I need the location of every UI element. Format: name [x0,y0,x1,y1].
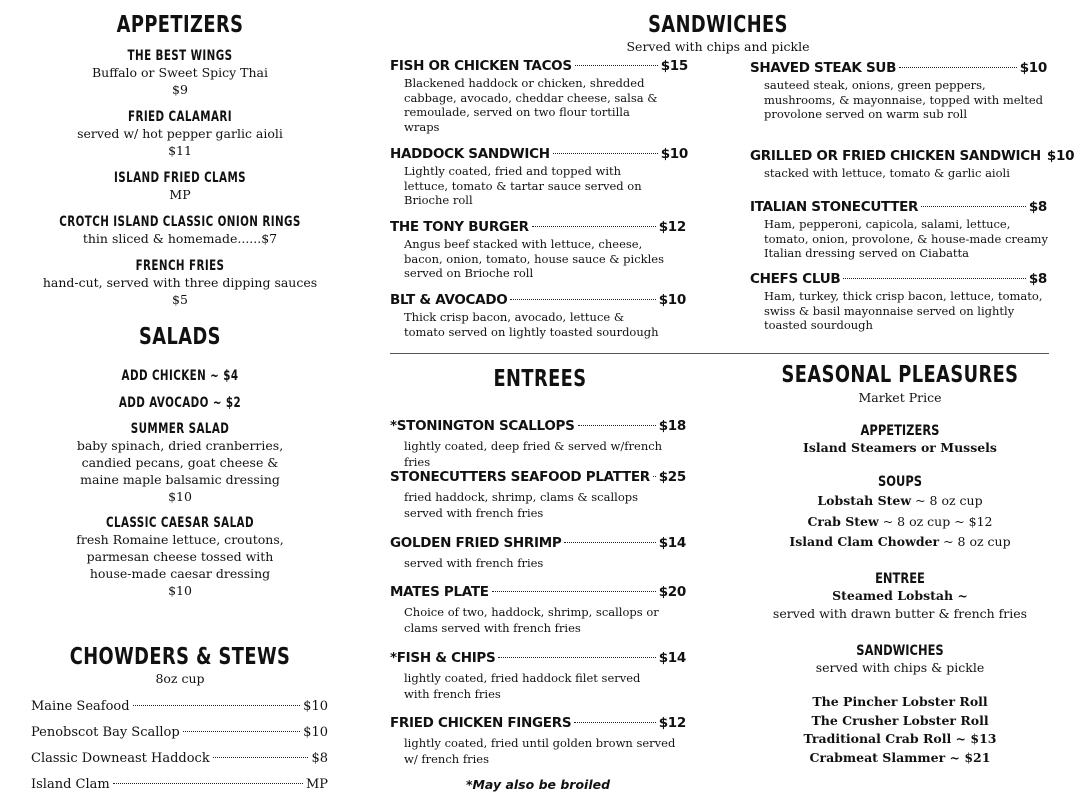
entree-name: *FISH & CHIPS [390,650,496,666]
entree-item [390,418,686,470]
seasonal-entree-head: ENTREE [875,570,925,587]
sandwich-price: $12 [658,219,686,235]
leader-dots [575,65,658,66]
entree-desc: lightly coated, deep fried & served w/french fries [404,439,663,469]
lobster-roll-item: The Pincher Lobster Roll [812,694,988,709]
leader-dots [113,783,303,784]
leader-dots [553,153,658,154]
salad-item [20,421,340,505]
chowder-row [31,720,328,746]
chowder-name: Island Clam [31,777,110,792]
entree-price: $25 [658,469,686,485]
entree-desc: served with french fries [404,556,544,570]
sandwich-desc: Thick crisp bacon, avocado, lettuce & tomato served on lightly toasted sourdough [404,310,659,339]
salad-addon [20,368,340,384]
sandwich-desc: Blackened haddock or chicken, shredded cabbage, avocado, cheddar cheese, salsa & remoulade, served on two flour tortilla wraps [404,76,658,134]
chowder-price: MP [305,777,328,792]
appetizer-item [20,48,340,98]
soup-name: Crab Stew [807,513,879,529]
entree-name: STONECUTTERS SEAFOOD PLATTER [390,469,650,485]
seasonal-soups-head: SOUPS [877,474,923,490]
entree-desc: fried haddock, shrimp, clams & scallops served with french fries [404,490,639,520]
salad-price: $10 [168,583,192,598]
entree-name: GOLDEN FRIED SHRIMP [390,535,562,551]
salad-desc: baby spinach, dried cranberries, candied pecans, goat cheese & maine maple balsamic dressing [76,438,284,487]
sandwich-name: BLT & AVOCADO [390,292,508,308]
sandwich-desc: sauteed steak, onions, green peppers, mushrooms, & mayonnaise, topped with melted provolone served on warm sub roll [764,78,1043,122]
entree-item [390,584,686,636]
sandwich-price: $8 [1028,199,1047,215]
salad-desc: fresh Romaine lettuce, croutons, parmesan cheese tossed with house-made caesar dressing [76,532,284,581]
lobster-roll-item: Crabmeat Slammer ~ $21 [809,749,991,765]
entree-price: $14 [658,650,686,666]
entree-price: $18 [658,418,686,434]
sandwiches-subtitle: Served with chips and pickle [626,39,810,54]
entree-desc: lightly coated, fried until golden brown served w/ french fries [404,736,676,766]
entree-desc: lightly coated, fried haddock filet served with french fries [404,671,641,701]
sandwich-price: $10 [660,146,688,162]
chowders-subtitle: 8oz cup [155,671,205,686]
section-divider [390,353,1049,354]
appetizer-item [20,109,340,159]
sandwich-item [390,292,686,339]
seasonal-subtitle: Market Price [858,390,942,405]
chowder-name: Maine Seafood [31,699,130,714]
leader-dots [183,731,300,732]
appetizer-price: $11 [168,143,192,158]
chowder-row [31,694,328,720]
appetizer-desc: hand-cut, served with three dipping sauces [42,275,318,290]
sandwich-item [390,58,688,134]
chowders-list [31,694,328,798]
leader-dots [564,542,655,543]
leader-dots [498,657,655,658]
leader-dots [843,278,1025,279]
seasonal-entree-desc: served with drawn butter & french fries [772,606,1028,621]
leader-dots [653,476,656,477]
salad-price: $10 [168,489,192,504]
chowder-price: $10 [303,725,328,740]
seasonal-entree-item: Steamed Lobstah ~ [832,587,968,603]
soup-row [755,531,1045,552]
appetizer-desc: Buffalo or Sweet Spicy Thai [91,65,269,80]
sandwich-item [750,148,1075,181]
sandwich-name: SHAVED STEAK SUB [750,60,897,76]
appetizer-item [20,214,340,247]
lobster-roll-item: Traditional Crab Roll ~ $13 [803,731,997,746]
seasonal-appetizers-head: APPETIZERS [860,422,940,439]
salad-addon [20,395,340,411]
entree-item [390,535,686,571]
chowder-price: $8 [311,751,328,766]
sandwich-name: GRILLED OR FRIED CHICKEN SANDWICH [750,148,1041,164]
sandwich-desc: Angus beef stacked with lettuce, cheese, bacon, onion, tomato, house sauce & pickles served on Brioche roll [404,237,665,281]
entrees-note: *May also be broiled [465,777,611,792]
chowder-row [31,772,328,798]
entree-item [390,715,686,767]
sandwich-desc: Ham, pepperoni, capicola, salami, lettuce, tomato, onion, provolone, & house-made creamy Italian dressing served on Ciabatta [764,217,1048,261]
seasonal-title: SEASONAL PLEASURES [781,362,1019,388]
leader-dots [578,425,656,426]
sandwich-item [390,219,686,281]
add-chicken: ADD CHICKEN ~ $4 [121,368,239,384]
entree-name: MATES PLATE [390,584,489,600]
chowders-title: CHOWDERS & STEWS [69,644,291,670]
chowder-row [31,746,328,772]
appetizer-name: ISLAND FRIED CLAMS [113,170,246,186]
sandwich-desc: Ham, turkey, thick crisp bacon, lettuce, tomato, swiss & basil mayonnaise served on lightly toasted sourdough [764,289,1043,333]
sandwiches-header [568,12,868,55]
appetizer-name: THE BEST WINGS [127,48,233,64]
seasonal-section [755,362,1045,767]
sandwich-name: ITALIAN STONECUTTER [750,199,919,215]
add-avocado: ADD AVOCADO ~ $2 [118,395,242,411]
leader-dots [213,757,309,758]
sandwich-desc: Lightly coated, fried and topped with lettuce, tomato & tartar sauce served on Brioche roll [404,164,642,208]
appetizer-item [20,170,340,203]
salads-title: SALADS [139,324,221,350]
sandwich-name: FISH OR CHICKEN TACOS [390,58,572,74]
entrees-header [440,366,640,392]
chowder-name: Penobscot Bay Scallop [31,725,180,740]
soup-detail: ~ 8 oz cup ~ $12 [878,513,993,529]
leader-dots [532,226,656,227]
entree-name: *STONINGTON SCALLOPS [390,418,575,434]
soup-name: Lobstah Stew [817,493,912,508]
sandwich-name: THE TONY BURGER [390,219,529,235]
appetizers-title: APPETIZERS [116,12,244,38]
seasonal-sandwiches-head: SANDWICHES [856,642,944,659]
sandwich-price: $10 [1046,148,1075,164]
appetizer-price: $9 [172,82,188,97]
appetizer-desc: MP [169,187,191,202]
chowder-name: Classic Downeast Haddock [31,751,210,766]
appetizer-name: CROTCH ISLAND CLASSIC ONION RINGS [59,214,301,230]
entree-item [390,650,686,702]
sandwiches-title: SANDWICHES [648,12,788,38]
soup-row [755,511,1045,532]
chowders-section [20,644,340,687]
leader-dots [921,206,1026,207]
sandwich-desc: stacked with lettuce, tomato & garlic aioli [764,166,1010,180]
entree-desc: Choice of two, haddock, shrimp, scallops or clams served with french fries [404,605,659,635]
entrees-title: ENTREES [493,366,587,392]
appetizer-item [20,258,340,308]
leader-dots [510,299,655,300]
appetizer-name: FRENCH FRIES [135,258,225,274]
sandwich-item [390,146,688,208]
entree-item [390,469,686,521]
appetizer-name: FRIED CALAMARI [127,109,233,125]
appetizer-desc: served w/ hot pepper garlic aioli [77,126,283,141]
salad-item [20,515,340,599]
left-column [20,12,340,599]
entree-price: $12 [658,715,686,731]
sandwich-price: $10 [1019,60,1047,76]
salad-name: CLASSIC CAESAR SALAD [106,515,254,531]
leader-dots [492,591,656,592]
appetizer-price: $5 [172,292,188,307]
salad-name: SUMMER SALAD [130,421,230,437]
appetizer-desc: thin sliced & homemade......$7 [82,231,278,246]
seasonal-appetizer-item: Island Steamers or Mussels [803,439,997,455]
soup-name: Island Clam Chowder [789,534,940,549]
sandwich-item [750,60,1047,122]
entree-price: $20 [658,584,686,600]
sandwich-price: $8 [1028,271,1047,287]
soup-detail: ~ 8 oz cup [911,493,983,508]
sandwich-item [750,271,1047,333]
soup-detail: ~ 8 oz cup [939,534,1011,549]
sandwich-name: HADDOCK SANDWICH [390,146,550,162]
sandwich-name: CHEFS CLUB [750,271,841,287]
sandwich-item [750,199,1047,261]
leader-dots [899,67,1017,68]
soup-row [755,490,1045,511]
lobster-roll-item: The Crusher Lobster Roll [811,712,989,728]
leader-dots [133,705,301,706]
sandwich-price: $10 [658,292,686,308]
entree-name: FRIED CHICKEN FINGERS [390,715,572,731]
leader-dots [574,722,655,723]
chowder-price: $10 [303,699,328,714]
seasonal-sandwiches-desc: served with chips & pickle [815,659,985,675]
entree-price: $14 [658,535,686,551]
sandwich-price: $15 [660,58,688,74]
